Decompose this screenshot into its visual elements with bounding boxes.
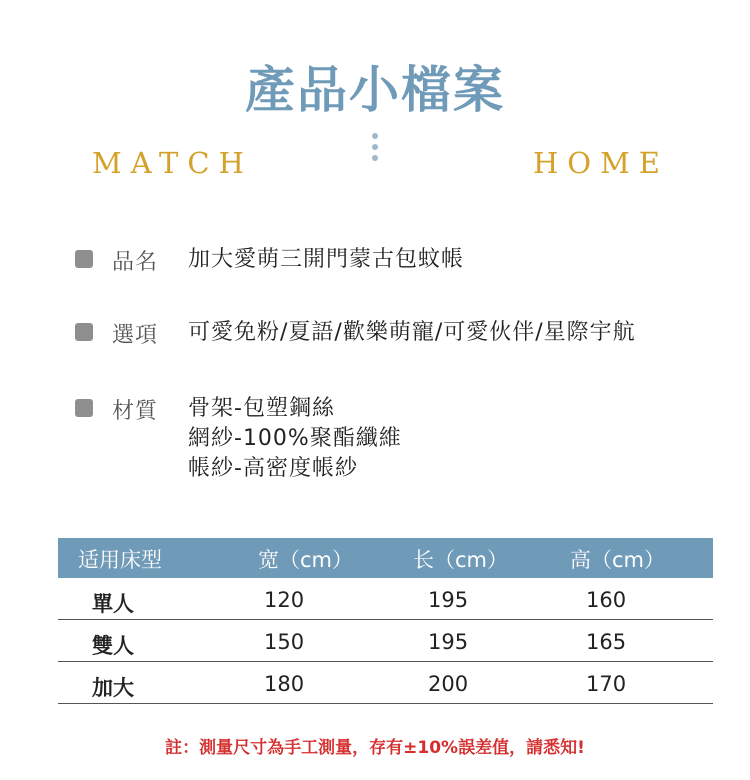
bullet-square-icon (75, 250, 93, 268)
spec-label: 品名 (112, 250, 159, 275)
cell-length: 195 (428, 588, 469, 612)
spec-value-line: 網紗-100%聚酯纖維 (188, 426, 402, 451)
cell-height: 160 (586, 588, 627, 612)
cell-height: 165 (586, 630, 627, 654)
table-row (58, 662, 713, 704)
bullet-square-icon (75, 323, 93, 341)
cell-bed-type: 雙人 (92, 634, 134, 658)
table-row (58, 578, 713, 620)
brand-left-text: MATCH (92, 146, 253, 180)
cell-width: 120 (264, 588, 305, 612)
page-title: 產品小檔案 (245, 61, 505, 119)
header-length: 长（cm） (413, 548, 509, 572)
spec-value-line: 帳紗-高密度帳紗 (188, 456, 358, 481)
cell-width: 180 (264, 672, 305, 696)
measurement-note: 註：測量尺寸為手工測量，存有±10%誤差值，請悉知! (165, 738, 585, 758)
table-header (58, 538, 713, 578)
brand-right-text: HOME (533, 146, 669, 180)
header-width: 宽（cm） (258, 548, 354, 572)
spec-value-line: 可愛免粉/夏語/歡樂萌寵/可愛伙伴/星際宇航 (188, 320, 636, 345)
spec-value (188, 394, 402, 484)
spec-label: 選項 (112, 323, 159, 348)
size-table (58, 538, 713, 704)
divider-dots (371, 133, 379, 166)
cell-length: 195 (428, 630, 469, 654)
spec-value (188, 245, 464, 275)
cell-width: 150 (264, 630, 305, 654)
cell-bed-type: 加大 (92, 676, 134, 700)
bullet-square-icon (75, 399, 93, 417)
cell-bed-type: 單人 (92, 592, 134, 616)
spec-value (188, 318, 636, 348)
spec-value-line: 加大愛萌三開門蒙古包蚊帳 (188, 247, 465, 272)
header-height: 高（cm） (570, 548, 666, 572)
table-row (58, 620, 713, 662)
header-bed-type: 适用床型 (78, 548, 162, 572)
cell-length: 200 (428, 672, 469, 696)
cell-height: 170 (586, 672, 627, 696)
spec-value-line: 骨架-包塑鋼絲 (188, 396, 335, 421)
spec-label: 材質 (112, 399, 159, 424)
